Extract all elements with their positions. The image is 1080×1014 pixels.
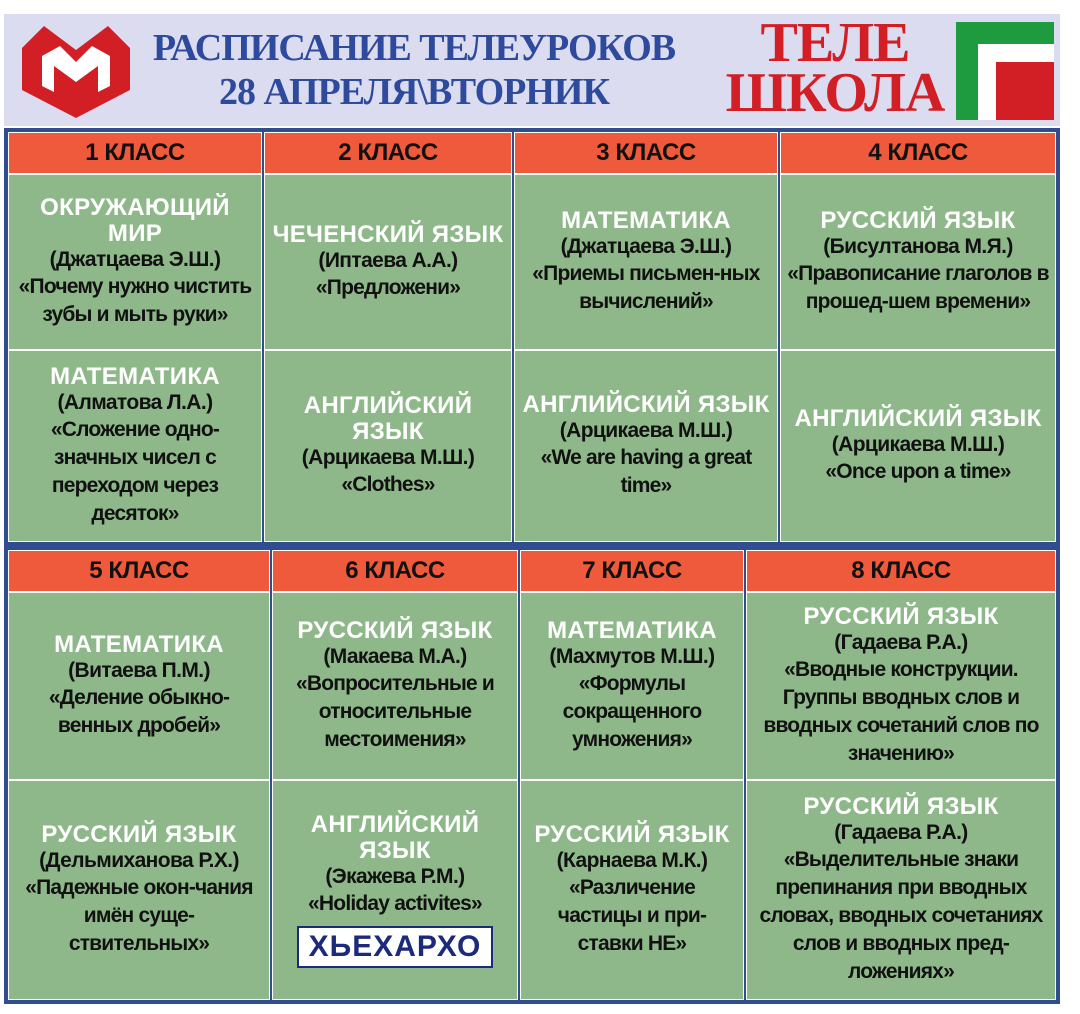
lesson-cell (520, 592, 744, 780)
chechen-flag-icon (956, 22, 1054, 120)
lesson-teacher: (Махмутов М.Ш.) (549, 645, 715, 668)
lesson-teacher: (Джатцаева Э.Ш.) (49, 248, 221, 271)
lesson-teacher: (Карнаева М.К.) (556, 849, 708, 872)
brand-line-2: ШКОЛА (725, 62, 945, 124)
lesson-cell (272, 592, 518, 780)
lesson-subject: ЧЕЧЕНСКИЙ ЯЗЫК (272, 221, 504, 248)
lesson-subject: РУССКИЙ ЯЗЫК (803, 793, 999, 820)
lesson-teacher: (Бисултанова М.Я.) (823, 235, 1013, 258)
brand-line-1: ТЕЛЕ (760, 12, 910, 74)
class-header: 7 КЛАСС (520, 550, 744, 592)
lesson-topic: «We are having a great time» (540, 446, 752, 497)
lesson-topic: «Предложени» (315, 276, 461, 299)
lesson-topic: «Вопросительные и относительные местоимения» (296, 672, 494, 751)
lesson-cell (514, 350, 778, 542)
lesson-teacher: (Арцикаева М.Ш.) (301, 446, 475, 469)
lesson-subject: МАТЕМАТИКА (54, 631, 224, 658)
lesson-teacher: (Арцикаева М.Ш.) (559, 419, 733, 442)
lesson-cell (264, 350, 512, 542)
lesson-topic: «Holiday activites» (308, 892, 482, 915)
lesson-cell (8, 592, 270, 780)
lesson-teacher: (Дельмиханова Р.Х.) (39, 849, 239, 872)
lesson-teacher: (Иптаева А.А.) (318, 249, 458, 272)
lesson-cell (780, 174, 1056, 350)
lesson-topic: «Once upon a time» (825, 460, 1011, 483)
lesson-topic: «Формулы сокращенного умножения» (562, 672, 702, 751)
lesson-cell (272, 780, 518, 1000)
page-title (144, 26, 684, 114)
lesson-row (8, 592, 1056, 780)
lesson-teacher: (Экажева Р.М.) (325, 865, 465, 888)
class-header: 5 КЛАСС (8, 550, 270, 592)
lesson-subject: РУССКИЙ ЯЗЫК (534, 821, 730, 848)
lesson-subject: АНГЛИЙСКИЙ ЯЗЫК (522, 391, 770, 418)
lesson-teacher: (Алматова Л.А.) (57, 391, 213, 414)
lesson-subject: РУССКИЙ ЯЗЫК (820, 207, 1016, 234)
class-header: 3 КЛАСС (514, 132, 778, 174)
lesson-subject: АНГЛИЙСКИЙ ЯЗЫК (303, 392, 473, 445)
lesson-teacher: (Макаева М.А.) (323, 645, 467, 668)
lesson-topic: «Вводные конструкции. Группы вводных слов и вводных сочетаний слов по значению» (763, 658, 1039, 765)
lesson-teacher: (Витаева П.М.) (68, 659, 210, 682)
lesson-topic: «Почему нужно чистить зубы и мыть руки» (18, 275, 252, 326)
lesson-topic: «Выделительные знаки препинания при вводных словах, вводных сочетаниях слов и вводных пред-ложениях» (759, 848, 1043, 983)
lesson-cell (8, 174, 262, 350)
lesson-cell (746, 592, 1056, 780)
title-line-1: РАСПИСАНИЕ ТЕЛЕУРОКОВ (152, 27, 676, 69)
lesson-topic: «Различение частицы и при-ставки НЕ» (557, 876, 707, 955)
m-logo-icon (14, 20, 138, 120)
lesson-topic: «Приемы письмен-ных вычислений» (532, 262, 760, 313)
lesson-teacher: (Гадаева Р.А.) (834, 631, 968, 654)
lesson-subject: РУССКИЙ ЯЗЫК (803, 603, 999, 630)
lesson-topic: «Деление обыкно-венных дробей» (48, 686, 230, 737)
lesson-topic: «Правописание глаголов в прошед-шем времени» (787, 262, 1049, 313)
class-header: 1 КЛАСС (8, 132, 262, 174)
schedule-block-1 (4, 128, 1060, 546)
lesson-cell (746, 780, 1056, 1000)
lesson-subject: МАТЕМАТИКА (547, 617, 717, 644)
lesson-cell (520, 780, 744, 1000)
class-header: 2 КЛАСС (264, 132, 512, 174)
class-header-row (8, 550, 1056, 592)
lesson-cell (264, 174, 512, 350)
lesson-cell (514, 174, 778, 350)
lesson-teacher: (Гадаева Р.А.) (834, 821, 968, 844)
lesson-cell (8, 780, 270, 1000)
class-header: 4 КЛАСС (780, 132, 1056, 174)
lesson-row (8, 350, 1056, 542)
lesson-subject: АНГЛИЙСКИЙ ЯЗЫК (310, 811, 480, 864)
lesson-cell (780, 350, 1056, 542)
lesson-teacher: (Арцикаева М.Ш.) (831, 433, 1005, 456)
lesson-subject: МАТЕМАТИКА (50, 363, 220, 390)
lesson-subject: РУССКИЙ ЯЗЫК (41, 821, 237, 848)
lesson-subject: РУССКИЙ ЯЗЫК (297, 617, 493, 644)
hyekharkho-logo: ХЬЕХАРХО (297, 926, 494, 968)
lesson-subject: АНГЛИЙСКИЙ ЯЗЫК (794, 405, 1042, 432)
brand-logo (720, 12, 950, 124)
lesson-cell (8, 350, 262, 542)
lesson-row (8, 780, 1056, 1000)
class-header: 6 КЛАСС (272, 550, 518, 592)
lesson-subject: ОКРУЖАЮЩИЙ МИР (40, 194, 230, 247)
lesson-teacher: (Джатцаева Э.Ш.) (560, 235, 732, 258)
lesson-subject: МАТЕМАТИКА (561, 207, 731, 234)
schedule-block-2 (4, 546, 1060, 1004)
lesson-topic: «Сложение одно-значных чисел с переходом через десяток» (50, 418, 220, 525)
header-banner (4, 14, 1060, 126)
title-line-2: 28 АПРЕЛЯ\ВТОРНИК (218, 71, 610, 113)
class-header: 8 КЛАСС (746, 550, 1056, 592)
class-header-row (8, 132, 1056, 174)
lesson-row (8, 174, 1056, 350)
lesson-topic: «Clothes» (341, 473, 435, 496)
lesson-topic: «Падежные окон-чания имён суще-ствительных» (25, 876, 253, 955)
